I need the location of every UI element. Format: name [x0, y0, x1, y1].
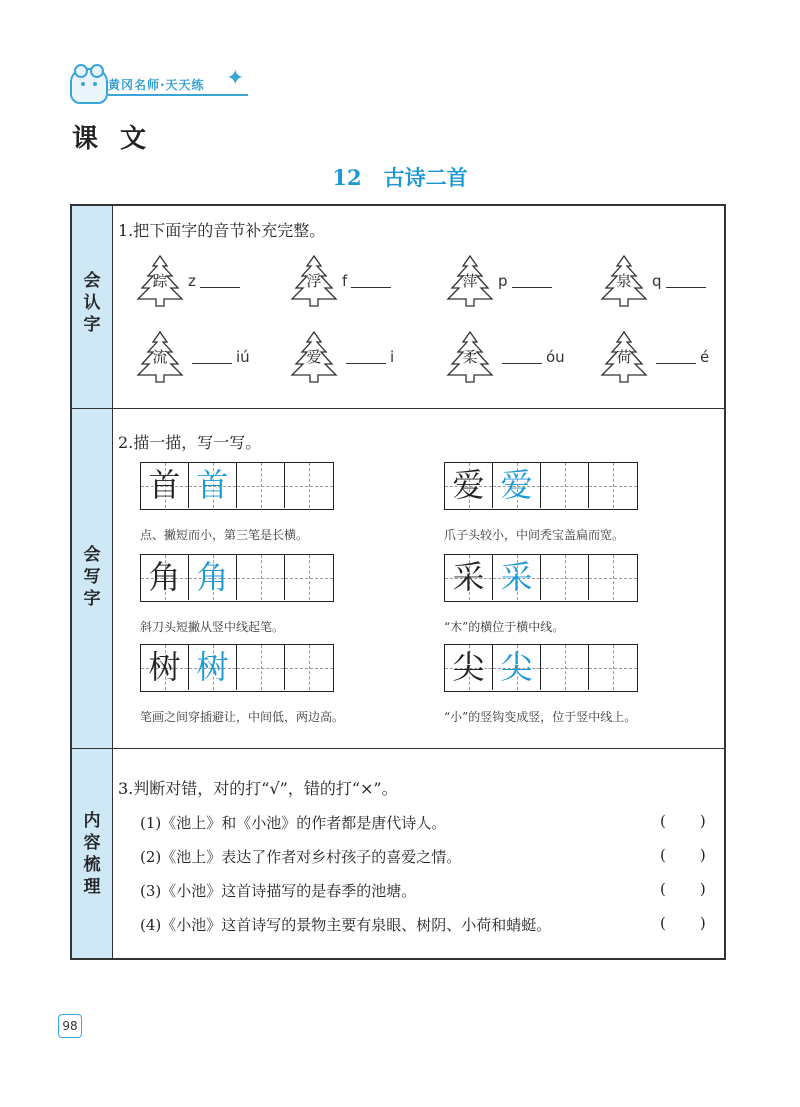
model-char: 首 [148, 466, 181, 504]
answer-blank[interactable]: () [660, 812, 740, 830]
tree-icon [598, 330, 650, 384]
tree-char: 荷 [616, 348, 632, 366]
pinyin-blank[interactable] [188, 348, 250, 366]
side-label-write: 会 写 字 [83, 545, 101, 609]
grid-cell-blank[interactable] [589, 645, 637, 690]
fill-blank[interactable] [200, 287, 240, 288]
grid-cell-blank[interactable] [285, 463, 333, 508]
judgement-item: (4)《小池》这首诗写的景物主要有泉眼、树阴、小荷和蜻蜓。 [140, 916, 552, 934]
tree-char: 柔 [462, 348, 478, 366]
pinyin-blank[interactable] [188, 272, 244, 290]
grid-cell-blank[interactable] [237, 555, 285, 600]
bear-icon [70, 68, 108, 104]
grid-cell-blank[interactable] [541, 463, 589, 508]
grid-cell-blank[interactable] [237, 463, 285, 508]
q1-title: 1.把下面字的音节补充完整。 [118, 221, 326, 240]
q2-title: 2.描一描，写一写。 [118, 433, 262, 452]
grid-cell-blank[interactable] [589, 555, 637, 600]
pinyin-after: é [700, 348, 710, 366]
model-char: 采 [452, 558, 485, 596]
tree-char: 浮 [306, 272, 322, 290]
judgement-item: (3)《小池》这首诗描写的是春季的池塘。 [140, 882, 417, 900]
fill-blank[interactable] [351, 287, 391, 288]
stroke-tip: 点、撇短而小，第三笔是长横。 [140, 528, 309, 542]
stroke-tip: “小”的竖钩变成竖，位于竖中线上。 [444, 710, 637, 724]
tree-char: 泉 [616, 272, 632, 290]
grid-cell-sample [493, 555, 541, 600]
side-label-recognize: 会 认 字 [83, 271, 101, 335]
pinyin-blank[interactable] [342, 348, 394, 366]
tree-icon [288, 330, 340, 384]
tree-icon [288, 254, 340, 308]
grid-cell-sample [141, 555, 189, 600]
grid-cell-sample [493, 463, 541, 508]
pinyin-blank[interactable] [652, 272, 710, 290]
tree-char: 流 [152, 348, 168, 366]
model-char: 树 [148, 648, 181, 686]
grid-cell-sample [445, 645, 493, 690]
judgement-item: (2)《池上》表达了作者对乡村孩子的喜爱之情。 [140, 848, 462, 866]
answer-blank[interactable]: () [660, 846, 740, 864]
grid-cell-blank[interactable] [285, 555, 333, 600]
pinyin-blank[interactable] [498, 348, 565, 366]
grid-cell-sample [189, 645, 237, 690]
fill-blank[interactable] [192, 363, 232, 364]
writing-grid [444, 644, 638, 692]
grid-cell-blank[interactable] [541, 555, 589, 600]
pinyin-after: iú [236, 348, 250, 366]
grid-cell-sample [445, 463, 493, 508]
pinyin-after: óu [546, 348, 565, 366]
judgement-item: (1)《池上》和《小池》的作者都是唐代诗人。 [140, 814, 447, 832]
trace-char: 树 [196, 648, 229, 686]
stroke-tip: “木”的横位于横中线。 [444, 620, 565, 634]
writing-grid [444, 462, 638, 510]
answer-blank[interactable]: () [660, 914, 740, 932]
model-char: 尖 [452, 648, 485, 686]
pinyin-after: i [390, 348, 395, 366]
lesson-number: 12 [332, 165, 362, 190]
tree-icon [134, 330, 186, 384]
grid-cell-sample [141, 463, 189, 508]
tree-char: 爱 [306, 348, 322, 366]
tree-icon [134, 254, 186, 308]
fill-blank[interactable] [502, 363, 542, 364]
fill-blank[interactable] [656, 363, 696, 364]
trace-char: 角 [196, 558, 229, 596]
grid-cell-blank[interactable] [285, 645, 333, 690]
grid-cell-sample [493, 645, 541, 690]
fill-blank[interactable] [346, 363, 386, 364]
page-number: 98 [58, 1014, 82, 1038]
stroke-tip: 斜刀头短撇从竖中线起笔。 [140, 620, 285, 634]
grid-cell-blank[interactable] [237, 645, 285, 690]
q3-title: 3.判断对错，对的打“√”，错的打“×”。 [118, 779, 398, 798]
tree-char: 萍 [462, 272, 478, 290]
trace-char: 首 [196, 466, 229, 504]
model-char: 爱 [452, 466, 485, 504]
pinyin-before: f [342, 272, 348, 290]
lesson-name: 古诗二首 [383, 166, 468, 190]
stroke-tip: 笔画之间穿插避让，中间低，两边高。 [140, 710, 345, 724]
side-label-content: 内 容 梳 理 [83, 811, 101, 897]
model-char: 角 [148, 558, 181, 596]
tree-char: 踪 [152, 272, 168, 290]
pinyin-blank[interactable] [342, 272, 395, 290]
fill-blank[interactable] [512, 287, 552, 288]
lesson-title [0, 162, 800, 192]
tree-icon [598, 254, 650, 308]
pinyin-before: z [188, 272, 196, 290]
fill-blank[interactable] [666, 287, 706, 288]
stroke-tip: 爪子头较小，中间秃宝盖扁而宽。 [444, 528, 625, 542]
tree-icon [444, 254, 496, 308]
writing-grid [140, 644, 334, 692]
section-title: 课文 [72, 124, 169, 154]
writing-grid [444, 554, 638, 602]
grid-cell-sample [141, 645, 189, 690]
brand-text: 黄冈名师·天天练 [108, 78, 205, 92]
trace-char: 爱 [500, 466, 533, 504]
grid-cell-blank[interactable] [541, 645, 589, 690]
writing-grid [140, 462, 334, 510]
tree-icon [444, 330, 496, 384]
trace-char: 尖 [500, 648, 533, 686]
grid-cell-blank[interactable] [589, 463, 637, 508]
pinyin-before: q [652, 272, 662, 290]
answer-blank[interactable]: () [660, 880, 740, 898]
grid-cell-sample [445, 555, 493, 600]
pinyin-before: p [498, 272, 508, 290]
star-icon: ✦ [226, 66, 245, 91]
pinyin-blank[interactable] [652, 348, 709, 366]
grid-cell-sample [189, 463, 237, 508]
writing-grid [140, 554, 334, 602]
pinyin-blank[interactable] [498, 272, 556, 290]
grid-cell-sample [189, 555, 237, 600]
trace-char: 采 [500, 558, 533, 596]
